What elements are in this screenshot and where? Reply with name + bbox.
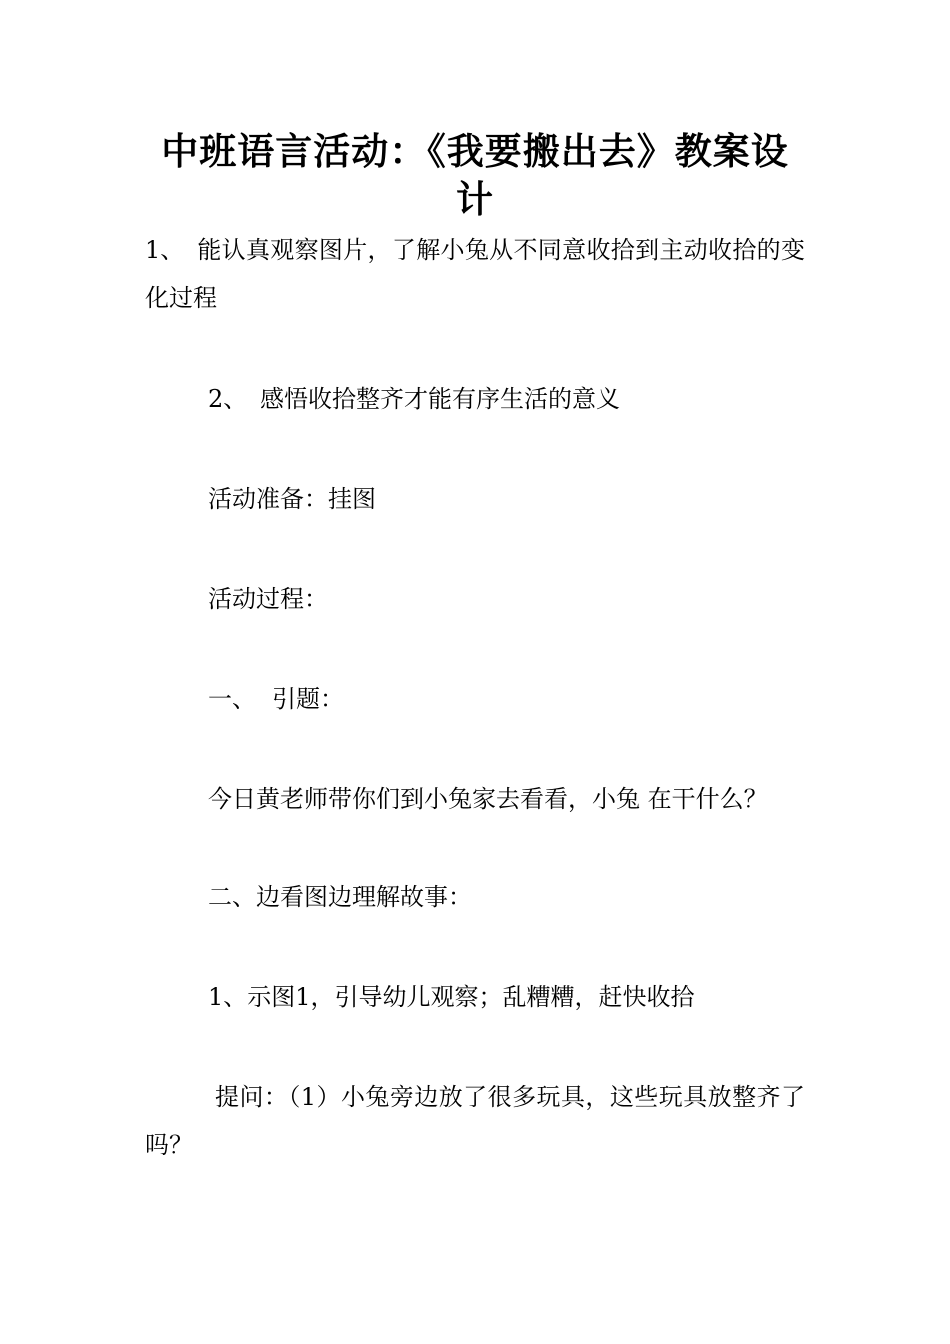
question-1-text [145, 1073, 805, 1169]
objective-1-number: 1、 [145, 236, 185, 264]
objective-1 [145, 226, 805, 322]
objective-2 [208, 375, 620, 423]
introduction-text: 今日黄老师带你们到小兔家去看看，小兔 在干什么？ [208, 785, 768, 813]
document-title: 中班语言活动：《我要搬出去》教案设计 [161, 130, 789, 221]
section-1-heading [208, 675, 344, 723]
objective-1-text: 能认真观察图片，了解小兔从不同意收拾到主动收拾的变化过程 [145, 236, 805, 312]
objective-2-number: 2、 [208, 385, 248, 413]
section-2-heading: 二、边看图边理解故事： [208, 883, 472, 911]
objective-2-text: 感悟收拾整齐才能有序生活的意义 [260, 385, 620, 413]
activity-preparation: 活动准备：挂图 [208, 485, 376, 513]
activity-process-heading: 活动过程： [208, 585, 328, 613]
question-1-content: 提问：（1）小兔旁边放了很多玩具，这些玩具放整齐了吗？ [145, 1083, 805, 1159]
section-1-number: 一、 [208, 685, 256, 713]
section-1-text: 引题： [272, 685, 344, 713]
step-1-text: 1、示图1，引导幼儿观察；乱糟糟，赶快收拾 [208, 983, 695, 1011]
